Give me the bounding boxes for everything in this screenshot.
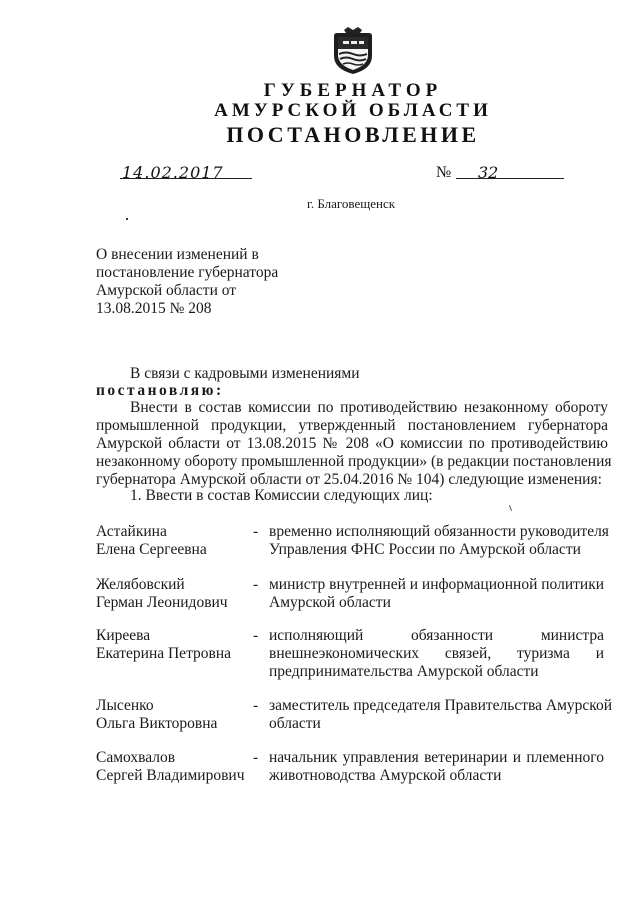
member-surname: Киреева (96, 627, 151, 644)
role-line: исполняющий обязанности министра (269, 627, 604, 644)
member-name (96, 749, 246, 785)
body-line: Внести в состав комиссии по противодействию незаконному обороту (130, 399, 608, 416)
member-name (96, 576, 246, 612)
role-line: заместитель председателя Правительства Амурской (269, 697, 613, 714)
header-governor: ГУБЕРНАТОР (263, 80, 443, 101)
member-role (269, 749, 604, 785)
body-line: губернатора Амурской области от 25.04.2016 № 104) следующие изменения: (96, 471, 602, 488)
member-dash: - (253, 749, 259, 766)
member-given-names: Екатерина Петровна (96, 645, 232, 662)
member-name (96, 523, 246, 559)
member-given-names: Елена Сергеевна (96, 541, 207, 558)
role-line: Управления ФНС России по Амурской области (269, 541, 581, 558)
body-line: промышленной продукции, утвержденный постановлением губернатора (96, 417, 608, 434)
role-line: животноводства Амурской области (269, 767, 502, 784)
header-region: АМУРСКОЙ ОБЛАСТИ (214, 100, 492, 121)
member-given-names: Ольга Викторовна (96, 715, 218, 732)
member-surname: Лысенко (96, 697, 154, 714)
role-line: внешнеэкономических связей, туризма и (269, 645, 604, 662)
body-paragraph (96, 399, 612, 489)
member-name (96, 627, 246, 663)
role-line: Амурской области (269, 594, 391, 611)
coat-of-arms-emblem (330, 24, 376, 76)
scan-mark (509, 505, 512, 511)
role-line: начальник управления ветеринарии и племенного (269, 749, 604, 766)
body-line: незаконному обороту промышленной продукции» (в редакции постановления (96, 453, 612, 470)
body-line: Амурской области от 13.08.2015 № 208 «О комиссии по противодействию (96, 435, 608, 452)
role-line: министр внутренней и информационной политики (269, 576, 605, 593)
document-number: 32 (478, 163, 499, 182)
subject-line: 13.08.2015 № 208 (96, 300, 212, 317)
member-given-names: Сергей Владимирович (96, 767, 245, 784)
subject-line: Амурской области от (96, 282, 237, 299)
header-document-type: ПОСТАНОВЛЕНИЕ (226, 122, 480, 147)
member-dash: - (253, 697, 259, 714)
document-date: 14.02.2017 (122, 163, 224, 182)
city: г. Благовещенск (307, 196, 396, 211)
member-role (269, 523, 609, 559)
subject-line: постановление губернатора (96, 264, 279, 281)
role-line: временно исполняющий обязанности руководителя (269, 523, 609, 540)
member-role (269, 576, 604, 612)
item-1: 1. Ввести в состав Комиссии следующих лиц: (130, 487, 433, 504)
member-role (269, 697, 613, 733)
role-line: области (269, 715, 321, 732)
number-label: № (436, 164, 452, 181)
number-underline (456, 178, 564, 179)
member-surname: Самохвалов (96, 749, 176, 766)
document-subject (96, 246, 316, 318)
decree-word: постановляю: (96, 382, 224, 399)
scan-speck (126, 218, 128, 220)
date-underline (120, 178, 252, 179)
member-surname: Желябовский (96, 576, 185, 593)
member-dash: - (253, 523, 259, 540)
member-dash: - (253, 627, 259, 644)
role-line: предпринимательства Амурской области (269, 663, 539, 680)
member-surname: Астайкина (96, 523, 167, 540)
member-role (269, 627, 604, 681)
subject-line: О внесении изменений в (96, 246, 259, 263)
member-dash: - (253, 576, 259, 593)
member-given-names: Герман Леонидович (96, 594, 228, 611)
member-name (96, 697, 246, 733)
preamble: В связи с кадровыми изменениями (130, 365, 360, 382)
